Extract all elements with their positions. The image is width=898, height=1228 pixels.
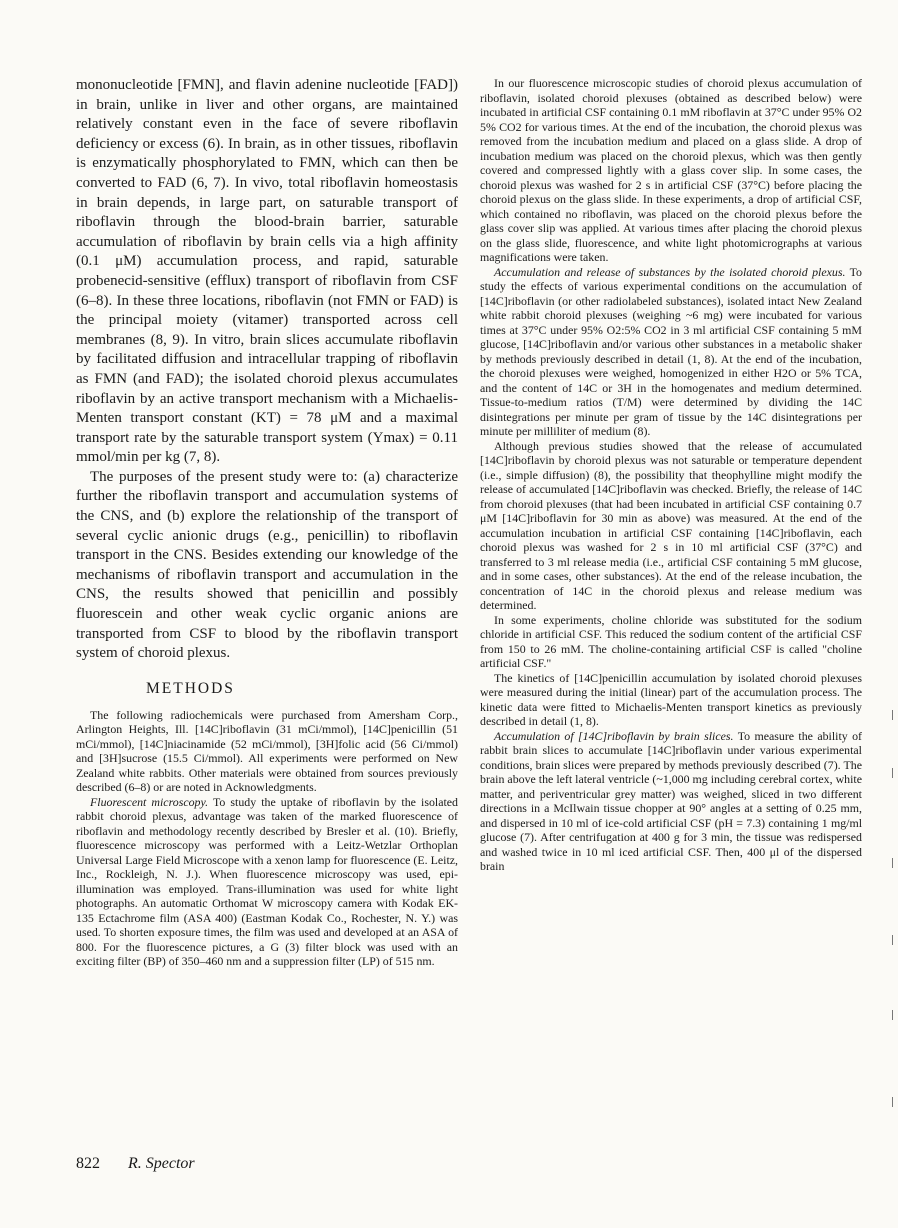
fluorescent-microscopy-paragraph — [76, 795, 458, 969]
methods-heading: METHODS — [146, 679, 235, 697]
brain-slices-body: To measure the ability of rabbit brain slices to accumulate [14C]riboflavin under various experimental conditions, brain slices were prepared by methods previously described (7). The brain above the left lateral ventricle (~1,000 mg including cerebral cortex, white matter, and periventricular grey matter) was weighed, sliced in two different directions in a McIlwain tissue chopper at 90° angles at a setting of 0.25 mm, and dispersed in 10 ml of ice-cold artificial CSF (pH = 7.3) containing 1 mg/ml glucose (7). After centrifugation at 400 g for 3 min, the tissue was redispersed and washed twice in 10 ml iced artificial CSF. Then, 400 μl of the dispersed brain — [480, 728, 862, 873]
accumulation-release-body: To study the effects of various experimental conditions on the accumulation of [14C]riboflavin (or other radiolabeled substances), isolated intact New Zealand white rabbit choroid plexuses (weighing ~6 mg) were incubated for various times at 37°C under 95% O2:5% CO2 in 3 ml artificial CSF containing 5 mM glucose, [14C]riboflavin and/or various other substances in a metabolic shaker by methods previously described in detail (1, 8). At the end of the incubation, the choroid plexuses were weighed, homogenized in either H2O or 5% TCA, and the content of 14C or 3H in the homogenates and medium determined. Tissue-to-medium ratios (T/M) were determined by dividing the 14C disintegrations per minute per gram of tissue by the 14C disintegrations per minute per milliliter of medium (8). — [480, 264, 862, 438]
margin-mark — [892, 1097, 893, 1107]
fluorescent-microscopy-body: To study the uptake of riboflavin by the isolated rabbit choroid plexus, advantage was taken of the marked fluorescence of riboflavin and methodology recently described by Bresler et al. (10). Briefly, fluorescence microscopy was performed with a Leitz-Wetzlar Orthoplan Universal Large Field Microscope with a xenon lamp for fluorescence (E. Leitz, Inc., Rockleigh, N. J.). When fluorescence microscopy was used, epi-illumination was employed. Trans-illumination was used for white light photographs. An automatic Orthomat W microscopy camera with Kodak EK-135 Ectachrome film (ASA 400) (Eastman Kodak Co., Rochester, N. Y.) was used. To shorten exposure times, the film was used and developed at an ASA of 800. For the fluorescence pictures, a G (3) filter block was used with an exciting filter (BP) of 350–460 nm and a suppression filter (LP) of 515 nm. — [76, 794, 458, 969]
accumulation-release-paragraph — [480, 265, 862, 439]
page-number: 822 — [76, 1155, 100, 1172]
methods-paragraph: The following radiochemicals were purchased from Amersham Corp., Arlington Heights, Ill. [14C]riboflavin (31 mCi/mmol), [14C]penicillin (51 mCi/mmol), [14C]niacinamide (52 mCi/mmol), [3H]folic acid (56 Ci/mmol) and [3H]sucrose (15.5 Ci/mmol). All experiments were performed on New Zealand white rabbits. Other materials were obtained from sources previously described (6–8) or are noted in Acknowledgments. — [76, 707, 458, 795]
kinetics-paragraph: The kinetics of [14C]penicillin accumulation by isolated choroid plexuses were measured during the initial (linear) part of the accumulation process. The kinetic data were fitted to Michaelis-Menten transport kinetics as previously described in detail (1, 8). — [480, 670, 862, 728]
margin-mark — [892, 768, 893, 778]
page-footer — [76, 1155, 195, 1173]
running-author: R. Spector — [128, 1155, 195, 1172]
margin-mark — [892, 858, 893, 868]
margin-mark — [892, 935, 893, 945]
margin-mark — [892, 1010, 893, 1020]
right-column — [480, 76, 862, 874]
left-column — [76, 76, 458, 969]
intro-paragraph-1: mononucleotide [FMN], and flavin adenine nucleotide [FAD]) in brain, unlike in liver and other organs, are maintained relatively constant even in the face of severe riboflavin deficiency or excess (6). In brain, as in other tissues, riboflavin is enzymatically phosphorylated to FMN, which can then be converted to FAD (6, 7). In vivo, total riboflavin homeostasis in brain depends, in large part, on saturable transport of riboflavin through the blood-brain barrier, saturable accumulation of riboflavin by brain cells via a high affinity (0.1 μM) accumulation process, and rapid, saturable probenecid-sensitive (efflux) transport of riboflavin from CSF (6–8). In these three locations, riboflavin (not FMN or FAD) is the principal moiety (vitamer) transported across cell membranes (8, 9). In vitro, brain slices accumulate riboflavin by facilitated diffusion and intracellular trapping of riboflavin as FMN (and FAD); the isolated choroid plexus accumulates riboflavin by an active transport mechanism with a Michaelis-Menten transport constant (KT) = 78 μM and a maximal transport rate by the saturable transport system (Ymax) = 0.11 mmol/min per kg (7, 8). — [76, 77, 458, 466]
intro-paragraph-2: The purposes of the present study were to: (a) characterize further the riboflavin transport and accumulation systems of the CNS, and (b) explore the relationship of the transport of several cyclic anionic drugs (e.g., penicillin) to riboflavin transport in the CNS. Besides extending our knowledge of the mechanisms of riboflavin transport and accumulation in the CNS, the results showed that penicillin and possibly fluorescein and other weak cyclic organic anions are transported from CSF to blood by the riboflavin transport system of choroid plexus. — [76, 468, 458, 662]
brain-slices-paragraph — [480, 729, 862, 874]
margin-mark — [892, 710, 893, 720]
release-paragraph: Although previous studies showed that the release of accumulated [14C]riboflavin by choroid plexus was not saturable or temperature dependent (i.e., simple diffusion) (8), the possibility that theophylline might modify the release of accumulated [14C]riboflavin was checked. Briefly, the release of 14C from choroid plexuses (that had been incubated in artificial CSF containing 0.7 μM [14C]riboflavin for 30 min as above) was measured. At the end of the accumulation incubation in artificial CSF containing [14C]riboflavin, each choroid plexus was washed for 2 s in 10 ml artificial CSF (37°C) and transferred to 3 ml release media (i.e., artificial CSF containing 5 mM glucose, and in some cases, other substances). At the end of the release incubation, the concentration of 14C in the choroid plexus and release medium was determined. — [480, 438, 862, 612]
fluorescence-study-paragraph: In our fluorescence microscopic studies of choroid plexus accumulation of riboflavin, isolated choroid plexuses (obtained as described below) were incubated in artificial CSF containing 0.1 mM riboflavin at 37°C under 95% O2 5% CO2 for various times. At the end of the incubation, the choroid plexus was removed from the incubation medium and placed on a glass slide. A drop of incubation medium was placed on the choroid plexus, which was then gently covered and compressed lightly with a glass cover slip. In some cases, the choroid plexus was washed for 2 s in artificial CSF (37°C) before placing the choroid plexus on the glass slide. In these experiments, a drop of artificial CSF, which contained no riboflavin, was placed on the choroid plexus before the glass cover slip was applied. At various times after placing the choroid plexus on the glass slide, fluorescence, and white light photomicrographs at various magnifications were taken. — [480, 76, 862, 264]
choline-paragraph: In some experiments, choline chloride was substituted for the sodium chloride in artificial CSF. This reduced the sodium content of the artificial CSF from 150 to 26 mM. The choline-containing artificial CSF is called "choline artificial CSF." — [480, 612, 862, 670]
accumulation-release-title: Accumulation and release of substances by the isolated choroid plexus. — [494, 264, 846, 279]
fluorescent-microscopy-title: Fluorescent microscopy. — [90, 794, 209, 809]
brain-slices-title: Accumulation of [14C]riboflavin by brain slices. — [494, 728, 734, 743]
